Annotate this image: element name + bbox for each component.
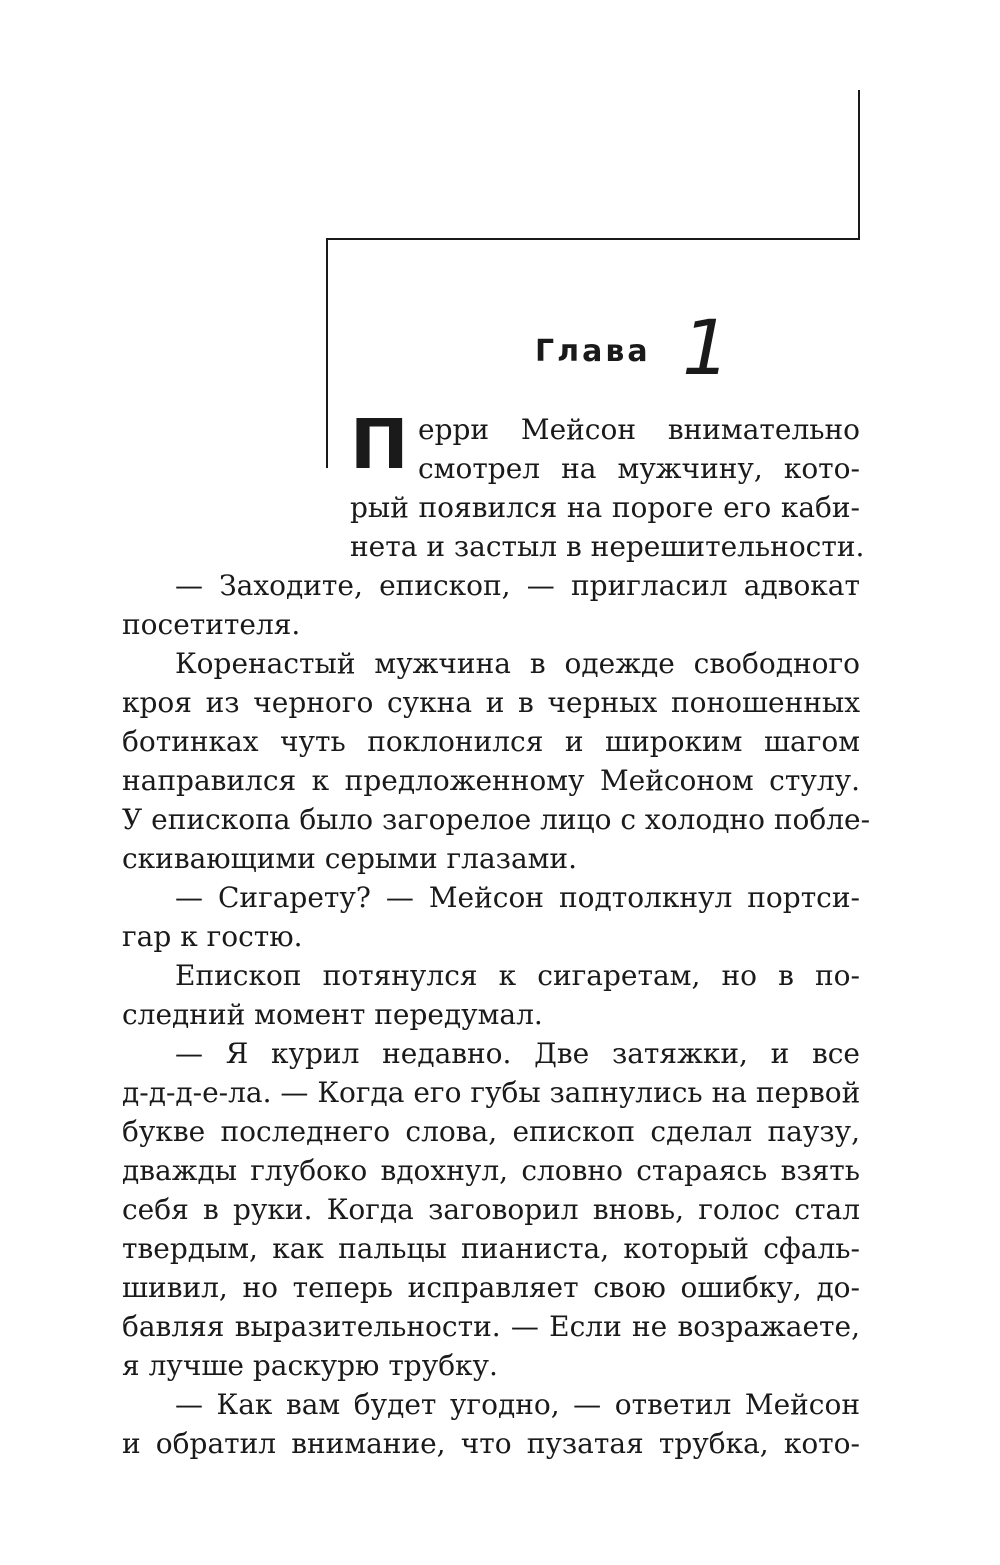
text-line: — Сигарету? — Мейсон подтолкнул портси- bbox=[175, 881, 860, 914]
text-line: ботинках чуть поклонился и широким шагом bbox=[122, 725, 860, 758]
text-line: и обратил внимание, что пузатая трубка, кото- bbox=[122, 1427, 860, 1460]
frame-line-top bbox=[326, 238, 860, 240]
chapter-word: Глава bbox=[535, 334, 651, 369]
frame-line-right bbox=[858, 90, 860, 240]
text-line: посетителя. bbox=[122, 608, 301, 641]
text-line: гар к гостю. bbox=[122, 920, 303, 953]
drop-cap: П bbox=[350, 418, 409, 470]
text-line: скивающими серыми глазами. bbox=[122, 842, 577, 875]
text-line: нета и застыл в нерешительности. bbox=[350, 530, 865, 563]
text-line: кроя из черного сукна и в черных поношенных bbox=[122, 686, 860, 719]
text-line: д-д-д-е-ла. — Когда его губы запнулись на первой bbox=[122, 1076, 861, 1109]
text-line: рый появился на пороге его каби- bbox=[350, 491, 860, 524]
text-line: бавляя выразительности. — Если не возражаете, bbox=[122, 1310, 860, 1343]
text-line: Епископ потянулся к сигаретам, но в по- bbox=[175, 959, 860, 992]
text-line: я лучше раскурю трубку. bbox=[122, 1349, 498, 1382]
text-line: — Я курил недавно. Две затяжки, и все bbox=[175, 1037, 860, 1070]
chapter-number: 1 bbox=[682, 303, 731, 392]
text-line: направился к предложенному Мейсоном стулу. bbox=[122, 764, 860, 797]
text-line: У епископа было загорелое лицо с холодно побле- bbox=[122, 803, 871, 836]
text-line: Коренастый мужчина в одежде свободного bbox=[175, 647, 860, 680]
frame-line-left bbox=[326, 238, 328, 468]
text-line: — Как вам будет угодно, — ответил Мейсон bbox=[175, 1388, 860, 1421]
chapter-heading bbox=[520, 303, 731, 398]
text-line: шивил, но теперь исправляет свою ошибку, до- bbox=[122, 1271, 860, 1304]
text-line: твердым, как пальцы пианиста, который сфаль- bbox=[122, 1232, 860, 1265]
text-line: ерри Мейсон внимательно bbox=[418, 413, 860, 446]
text-line: себя в руки. Когда заговорил вновь, голос стал bbox=[122, 1193, 860, 1226]
text-line: — Заходите, епископ, — пригласил адвокат bbox=[175, 569, 860, 602]
text-line: следний момент передумал. bbox=[122, 998, 543, 1031]
text-line: смотрел на мужчину, кото- bbox=[418, 452, 860, 485]
text-line: дважды глубоко вдохнул, словно стараясь взять bbox=[122, 1154, 860, 1187]
text-line: букве последнего слова, епископ сделал паузу, bbox=[122, 1115, 860, 1148]
